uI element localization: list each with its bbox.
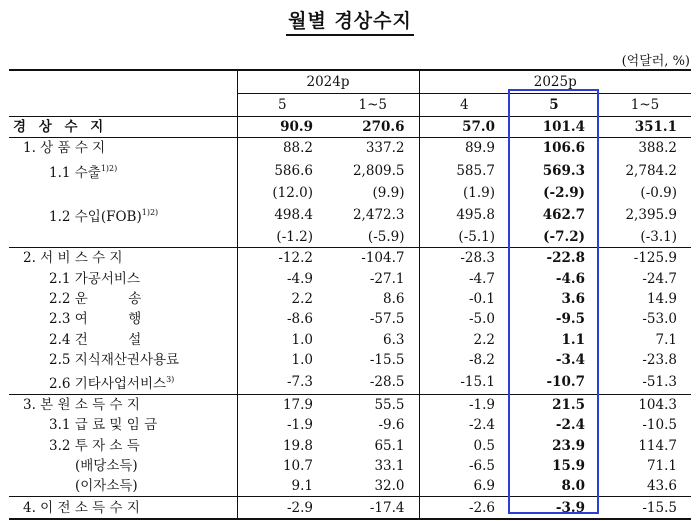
- row-label: 2.5 지식재산권사용료: [49, 351, 180, 368]
- cell-value: -24.7: [642, 270, 677, 287]
- row-label: (배당소득): [75, 458, 138, 474]
- cell-value: -4.9: [237, 268, 327, 288]
- cell-value: -51.3: [599, 370, 691, 395]
- cell-value: 270.6: [327, 117, 419, 138]
- cell-value: -3.4: [555, 351, 585, 368]
- cell-value: 114.7: [638, 437, 677, 454]
- table-row: [9, 183, 691, 203]
- cell-value: 2.2: [237, 289, 327, 309]
- row-label: 2. 서 비 스 수 지: [23, 250, 123, 267]
- cell-value: 2,809.5: [352, 162, 405, 179]
- table-row: [9, 436, 691, 456]
- table-row: [9, 329, 691, 349]
- table-row: [9, 159, 691, 183]
- header-sub: 4: [419, 94, 509, 117]
- cell-value: -2.4: [555, 417, 585, 434]
- cell-value: (-5.9): [327, 227, 419, 248]
- cell-value: (-3.1): [599, 227, 691, 248]
- cell-value: 569.3: [542, 162, 585, 179]
- cell-value: -2.6: [419, 497, 509, 519]
- cell-value: 351.1: [599, 117, 691, 138]
- cell-value: 6.9: [419, 476, 509, 497]
- cell-value: -0.1: [419, 289, 509, 309]
- cell-value: 1.0: [237, 329, 327, 349]
- cell-value: -8.6: [237, 309, 327, 329]
- header-sub: 5: [509, 94, 599, 117]
- cell-value: -27.1: [369, 270, 405, 287]
- cell-value: 2.2: [419, 329, 509, 349]
- cell-value: -23.8: [642, 351, 677, 368]
- table-row: [9, 248, 691, 269]
- cell-value: -5.0: [419, 309, 509, 329]
- cell-value: 9.1: [237, 476, 327, 497]
- cell-value: -22.8: [546, 250, 585, 267]
- cell-value: 101.4: [509, 117, 599, 138]
- row-label: 2.4 건 설: [49, 331, 142, 348]
- table-row: [9, 394, 691, 415]
- table-row: [9, 456, 691, 476]
- cell-value: -8.2: [419, 350, 509, 370]
- row-label: 2.1 가공서비스: [49, 270, 140, 287]
- cell-value: (-5.1): [419, 227, 509, 248]
- row-label: 3.2 투 자 소 득: [49, 437, 140, 454]
- cell-value: 8.0: [509, 476, 599, 497]
- cell-value: 337.2: [365, 140, 405, 157]
- cell-value: -15.5: [369, 351, 405, 368]
- table-row: [9, 309, 691, 329]
- cell-value: -4.6: [555, 270, 585, 287]
- header-2025: 2025p: [419, 70, 691, 94]
- cell-value: (-7.2): [509, 227, 599, 248]
- current-account-table: [9, 69, 691, 520]
- cell-value: 14.9: [646, 290, 677, 307]
- cell-value: 32.0: [327, 476, 419, 497]
- cell-value: 495.8: [419, 203, 509, 227]
- row-label: 3.1 급 료 및 임 금: [49, 417, 158, 434]
- table-row: [9, 268, 691, 288]
- header-sub: 1~5: [327, 94, 419, 117]
- cell-value: 65.1: [374, 437, 405, 454]
- cell-value: (9.9): [372, 184, 405, 201]
- cell-value: -10.7: [509, 370, 599, 395]
- cell-value: 88.2: [237, 138, 327, 159]
- cell-value: 71.1: [646, 458, 677, 474]
- cell-value: -104.7: [361, 250, 405, 267]
- row-label: 1. 상 품 수 지: [23, 140, 106, 157]
- cell-value: 0.5: [419, 436, 509, 456]
- row-label: 2.6 기타사업서비스$^{3)}$: [9, 370, 237, 395]
- header-2024: 2024p: [237, 70, 419, 94]
- cell-value: -4.7: [419, 268, 509, 288]
- cell-value: -15.5: [599, 497, 691, 519]
- unit-label: (억달러, %): [621, 54, 690, 69]
- cell-value: 462.7: [542, 206, 585, 223]
- cell-value: 55.5: [374, 397, 405, 414]
- cell-value: 57.0: [419, 117, 509, 138]
- cell-value: 1.1: [561, 331, 585, 348]
- row-label: 3. 본 원 소 득 수 지: [23, 397, 140, 414]
- table-row: [9, 117, 691, 138]
- header-sub: 5: [237, 94, 327, 117]
- row-label: 4. 이 전 소 득 수 지: [9, 497, 237, 519]
- cell-value: (-0.9): [640, 184, 677, 201]
- cell-value: -57.5: [369, 311, 405, 328]
- cell-value: 8.6: [383, 290, 405, 307]
- table-row: [9, 227, 691, 248]
- cell-value: -9.5: [555, 311, 585, 328]
- cell-value: 23.9: [552, 437, 585, 454]
- table-row: [9, 289, 691, 309]
- cell-value: -2.9: [237, 497, 327, 519]
- cell-value: -28.5: [327, 370, 419, 395]
- cell-value: 2,395.9: [625, 206, 677, 223]
- cell-value: -3.9: [509, 497, 599, 519]
- cell-value: 43.6: [599, 476, 691, 497]
- cell-value: 33.1: [374, 458, 405, 474]
- cell-value: 17.9: [237, 394, 327, 415]
- cell-value: 388.2: [638, 140, 677, 157]
- header-row-months: [9, 94, 691, 117]
- cell-value: -125.9: [633, 250, 677, 267]
- cell-value: (-2.9): [543, 184, 585, 201]
- cell-value: 7.1: [655, 331, 677, 348]
- row-label: [9, 183, 237, 203]
- cell-value: -6.5: [419, 456, 509, 476]
- cell-value: 498.4: [237, 203, 327, 227]
- row-label: (이자소득): [9, 476, 237, 497]
- cell-value: 1.0: [237, 350, 327, 370]
- cell-value: -15.1: [419, 370, 509, 395]
- cell-value: -9.6: [378, 417, 405, 434]
- row-label: 2.2 운 송: [49, 290, 142, 307]
- table-row: [9, 415, 691, 435]
- table-row: [9, 138, 691, 159]
- cell-value: (1.9): [419, 183, 509, 203]
- cell-value: 586.6: [237, 159, 327, 183]
- cell-value: 19.8: [237, 436, 327, 456]
- cell-value: -17.4: [327, 497, 419, 519]
- table-row: [9, 476, 691, 497]
- cell-value: (12.0): [237, 183, 327, 203]
- row-label: 1.2 수입(FOB)$^{1)2)}$: [49, 207, 159, 225]
- cell-value: 21.5: [552, 397, 585, 414]
- cell-value: -1.9: [237, 415, 327, 435]
- cell-value: -10.5: [642, 417, 677, 434]
- cell-value: 585.7: [419, 159, 509, 183]
- table-row: [9, 203, 691, 227]
- header-sub: 1~5: [599, 94, 691, 117]
- cell-value: 2,784.2: [625, 162, 677, 179]
- row-label: 1.1 수출$^{1)2)}$: [49, 163, 118, 181]
- cell-value: -2.4: [419, 415, 509, 435]
- table-row: [9, 497, 691, 519]
- header-row-years: [9, 70, 691, 94]
- cell-value: 15.9: [552, 458, 585, 474]
- row-label: 2.3 여 행: [49, 311, 142, 328]
- cell-value: 10.7: [237, 456, 327, 476]
- cell-value: -53.0: [642, 311, 677, 328]
- table-row: [9, 350, 691, 370]
- cell-value: 104.3: [638, 397, 677, 414]
- cell-value: 89.9: [419, 138, 509, 159]
- row-label: [9, 227, 237, 248]
- cell-value: -28.3: [419, 248, 509, 269]
- page-title: 월별 경상수지: [0, 6, 700, 33]
- cell-value: -12.2: [237, 248, 327, 269]
- cell-value: 106.6: [542, 140, 585, 157]
- cell-value: 2,472.3: [352, 206, 405, 223]
- cell-value: -7.3: [237, 370, 327, 395]
- table-row: [9, 370, 691, 395]
- row-label: 경 상 수 지: [9, 117, 237, 138]
- cell-value: (-1.2): [237, 227, 327, 248]
- cell-value: 90.9: [237, 117, 327, 138]
- cell-value: 3.6: [561, 290, 585, 307]
- cell-value: -1.9: [419, 394, 509, 415]
- cell-value: 6.3: [383, 331, 405, 348]
